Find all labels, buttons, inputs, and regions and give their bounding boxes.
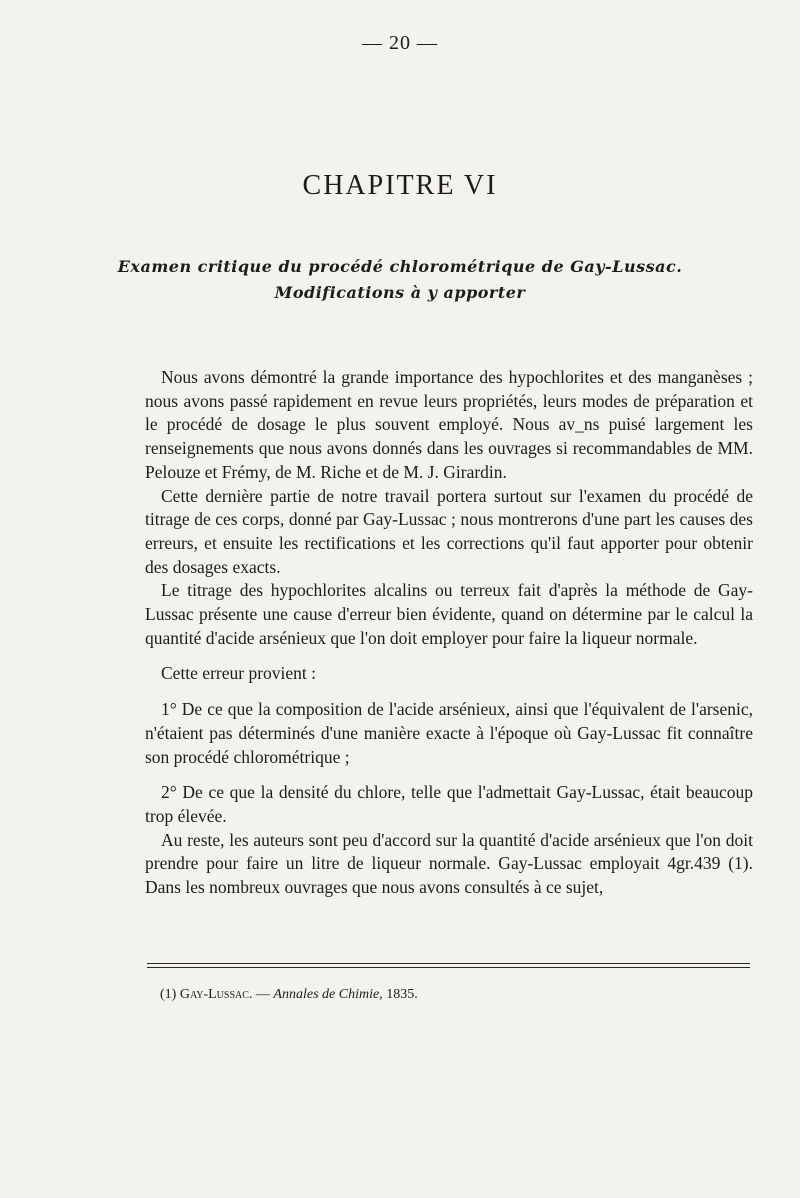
footnote-dash: — [255, 987, 270, 1002]
body-text [145, 366, 753, 900]
chapter-subtitle-line1: Examen critique du procédé chlorométrique de Gay-Lussac. [117, 257, 683, 276]
footnote-divider [147, 963, 750, 964]
chapter-title: CHAPITRE VI [302, 170, 498, 201]
footnote-author: Gay-Lussac. [179, 987, 253, 1002]
paragraph: Cette dernière partie de notre travail portera surtout sur l'examen du procédé de titrage de ces corps, donné par Gay-Lussac ; nous montrerons d'une part les causes des erreurs, et ensuite les rectifications et les corrections qu'il faut apporter pour obtenir des dosages exacts. [145, 485, 753, 577]
footnote-divider [147, 967, 750, 968]
footnote [160, 987, 418, 1003]
paragraph: Nous avons démontré la grande importance des hypochlorites et des manganèses ; nous avons passé rapidement en revue leurs propriétés, leurs modes de préparation et le procédé de dosage le plus souvent employé. Nous av_ns puisé largement les renseignements que nous avons donnés dans les ouvrages si recommandables de MM. Pelouze et Frémy, de M. Riche et de M. J. Girardin. [145, 367, 753, 482]
footnote-journal: Annales de Chimie, [273, 987, 383, 1002]
page-number: — 20 — [362, 32, 438, 54]
paragraph: Le titrage des hypochlorites alcalins ou terreux fait d'après la méthode de Gay-Lussac présente une cause d'erreur bien évidente, quand on détermine par le calcul la quantité d'acide arsénieux que l'on doit employer pour faire la liqueur normale. [145, 580, 753, 648]
paragraph: Cette erreur provient : [161, 663, 317, 684]
paragraph: 2° De ce que la densité du chlore, telle que l'admettait Gay-Lussac, était beaucoup trop élevée. [145, 782, 753, 826]
chapter-subtitle-line2: Modifications à y apporter [274, 283, 526, 302]
paragraph: Au reste, les auteurs sont peu d'accord sur la quantité d'acide arsénieux que l'on doit prendre pour faire un litre de liqueur normale. Gay-Lussac employait 4gr.439 (1). Dans les nombreux ouvrages que nous avons consultés à ce sujet, [145, 829, 753, 898]
footnote-marker: (1) [160, 987, 177, 1002]
paragraph: 1° De ce que la composition de l'acide arsénieux, ainsi que l'équivalent de l'arsenic, n'étaient pas déterminés d'une manière exacte à l'époque où Gay-Lussac fit connaître son procédé chlorométrique ; [145, 699, 753, 767]
footnote-year: 1835. [386, 987, 418, 1002]
